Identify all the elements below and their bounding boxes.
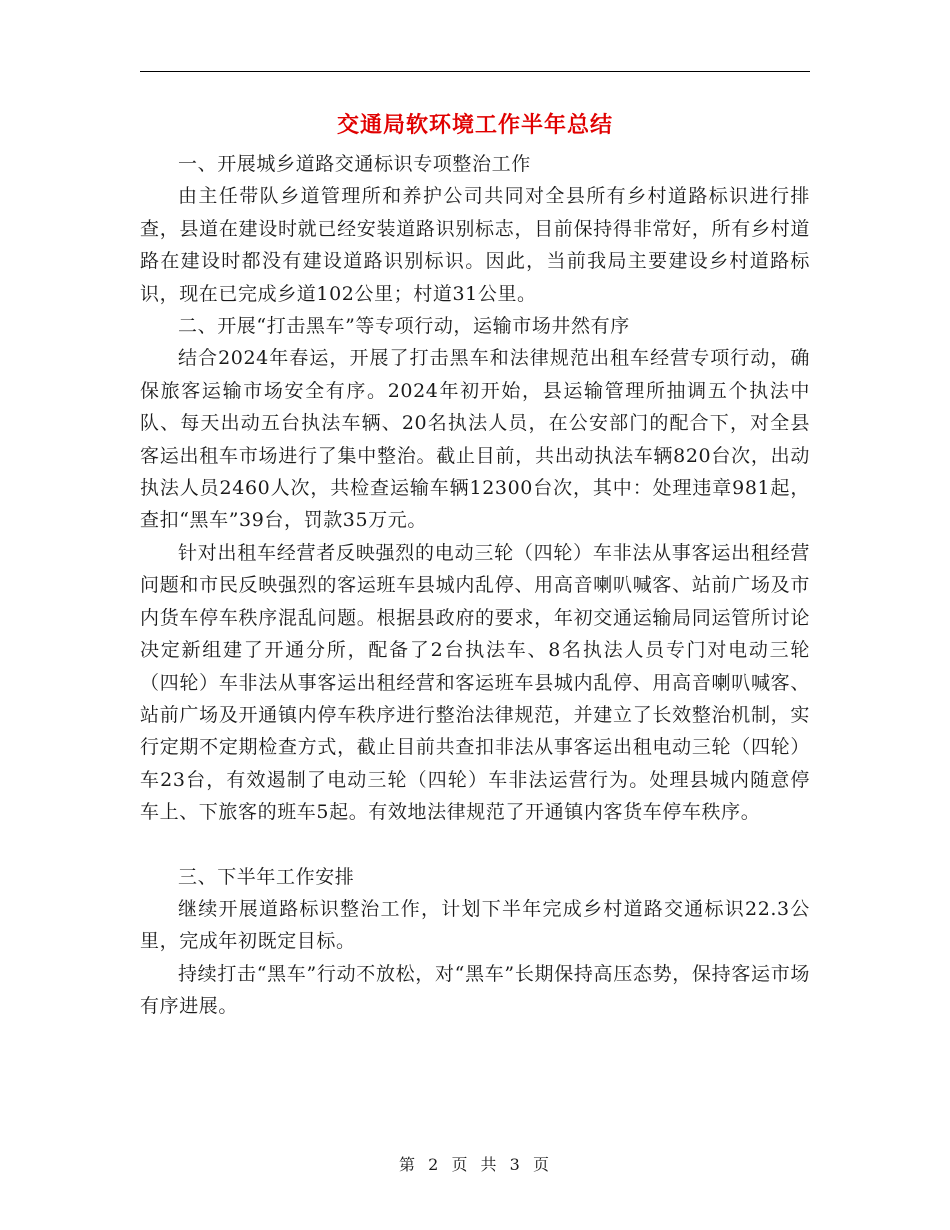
paragraph-plan-signs: 继续开展道路标识整治工作，计划下半年完成乡村道路交通标识22.3公里，完成年初既定目标。 bbox=[140, 897, 810, 953]
footer-page-word: 页 bbox=[451, 1155, 470, 1174]
footer-current-page: 2 bbox=[428, 1155, 441, 1174]
paragraph-plan-enforcement: 持续打击“黑车”行动不放松，对“黑车”长期保持高压态势，保持客运市场有序进展。 bbox=[140, 962, 810, 1018]
paragraph-road-signs: 由主任带队乡道管理所和养护公司共同对全县所有乡村道路标识进行排查，县道在建设时就已经安装道路识别标志，目前保持得非常好，所有乡村道路在建设时都没有建设道路识别标识。因此，当前我局主要建设乡村道路标识，现在已完成乡道102公里；村道31公里。 bbox=[140, 185, 810, 305]
document-title: 交通局软环境工作半年总结 bbox=[336, 112, 613, 138]
paragraph-spring-campaign: 结合2024年春运，开展了打击黑车和法律规范出租车经营专项行动，确保旅客运输市场安全有序。2024年初开始，县运输管理所抽调五个执法中队、每天出动五台执法车辆、20名执法人员，在公安部门的配合下，对全县客运出租车市场进行了集中整治。截止目前，共出动执法车辆820台次，出动执法人员2460人次，共检查运输车辆12300台次，其中：处理违章981起，查扣“黑车”39台，罚款35万元。 bbox=[140, 347, 810, 532]
footer-suffix: 页 bbox=[532, 1155, 551, 1174]
footer-total-pages: 3 bbox=[509, 1155, 522, 1174]
section-heading-1: 一、开展城乡道路交通标识专项整治工作 bbox=[178, 153, 531, 175]
header-rule bbox=[140, 71, 810, 72]
section-heading-3: 三、下半年工作安排 bbox=[178, 865, 355, 888]
paragraph-tricycle-rectification: 针对出租车经营者反映强烈的电动三轮（四轮）车非法从事客运出租经营问题和市民反映强烈的客运班车县城内乱停、用高音喇叭喊客、站前广场及市内货车停车秩序混乱问题。根据县政府的要求，年初交通运输局同运管所讨论决定新组建了开通分所，配备了2台执法车、8名执法人员专门对电动三轮（四轮）车非法从事客运出租经营和客运班车县城内乱停、用高音喇叭喊客、站前广场及开通镇内停车秩序进行整治法律规范，并建立了长效整治机制，实行定期不定期检查方式，截止目前共查扣非法从事客运出租电动三轮（四轮）车23台，有效遏制了电动三轮（四轮）车非法运营行为。处理县城内随意停车上、下旅客的班车5起。有效地法律规范了开通镇内客货车停车秩序。 bbox=[140, 541, 810, 824]
footer-total-word: 共 bbox=[480, 1155, 499, 1174]
document-body bbox=[140, 148, 810, 1023]
section-heading-2: 二、开展“打击黑车”等专项行动，运输市场井然有序 bbox=[178, 315, 630, 338]
footer-prefix: 第 bbox=[399, 1155, 418, 1174]
page-footer bbox=[0, 1152, 950, 1175]
